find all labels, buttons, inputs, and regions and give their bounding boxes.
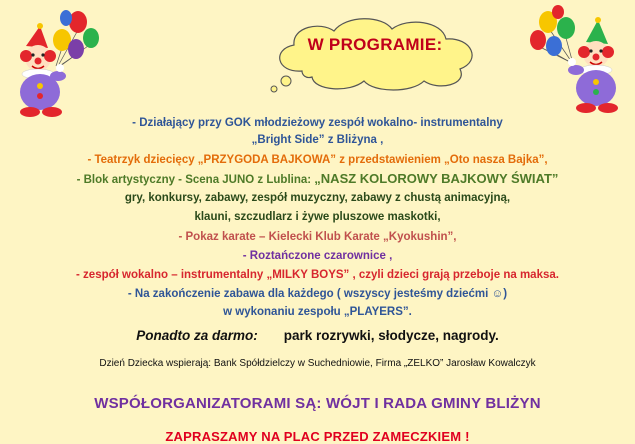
- program-line: - Na zakończenie zabawa dla każdego ( wszyscy jesteśmy dziećmi ☺): [127, 288, 508, 300]
- sponsors-line: Dzień Dziecka wspierają: Bank Spółdzielczy w Suchedniowie, Firma „ZELKO” Jarosław Kowalczyk: [99, 358, 536, 369]
- program-line: - Roztańczone czarownice ,: [242, 250, 393, 262]
- title-cloud: [262, 13, 488, 93]
- program-line: - Teatrzyk dziecięcy „PRZYGODA BAJKOWA” z przedstawieniem „Oto nasza Bajka”,: [87, 154, 548, 166]
- bonus-label: Ponadto za darmo:: [136, 328, 258, 343]
- clown-with-balloons-icon: [4, 4, 102, 122]
- program-line: - Pokaz karate – Kielecki Klub Karate „Kyokushin”,: [178, 231, 457, 243]
- program-line: - zespół wokalno – instrumentalny „MILKY BOYS” , czyli dzieci grają przeboje na maksa.: [76, 269, 559, 281]
- bonus-line: [0, 328, 635, 343]
- program-line-highlight: „NASZ KOLOROWY BAJKOWY ŚWIAT”: [314, 171, 559, 186]
- program-line: w wykonaniu zespołu „PLAYERS”.: [223, 306, 412, 318]
- invite-line: ZAPRASZAMY NA PLAC PRZED ZAMECZKIEM !: [165, 429, 470, 444]
- program-line-prefix: - Blok artystyczny - Scena JUNO z Lublina:: [76, 174, 315, 186]
- bonus-items: park rozrywki, słodycze, nagrody.: [283, 328, 499, 343]
- program-line: - Działający przy GOK młodzieżowy zespół wokalno- instrumentalny: [132, 117, 503, 129]
- program-line: gry, konkursy, zabawy, zespół muzyczny, zabawy z chustą animacyjną,: [124, 192, 511, 204]
- coorganizers-line: WSPÓŁORGANIZATORAMI SĄ: WÓJT I RADA GMINY BLIŻYN: [94, 395, 541, 412]
- program-line: „Bright Side” z Bliżyna ,: [251, 134, 384, 146]
- program-line: klauni, szczudlarz i żywe pluszowe maskotki,: [194, 211, 441, 223]
- clown-with-balloons-icon: [528, 4, 632, 118]
- page-title: W PROGRAMIE:: [307, 35, 443, 54]
- program-line: [0, 171, 635, 188]
